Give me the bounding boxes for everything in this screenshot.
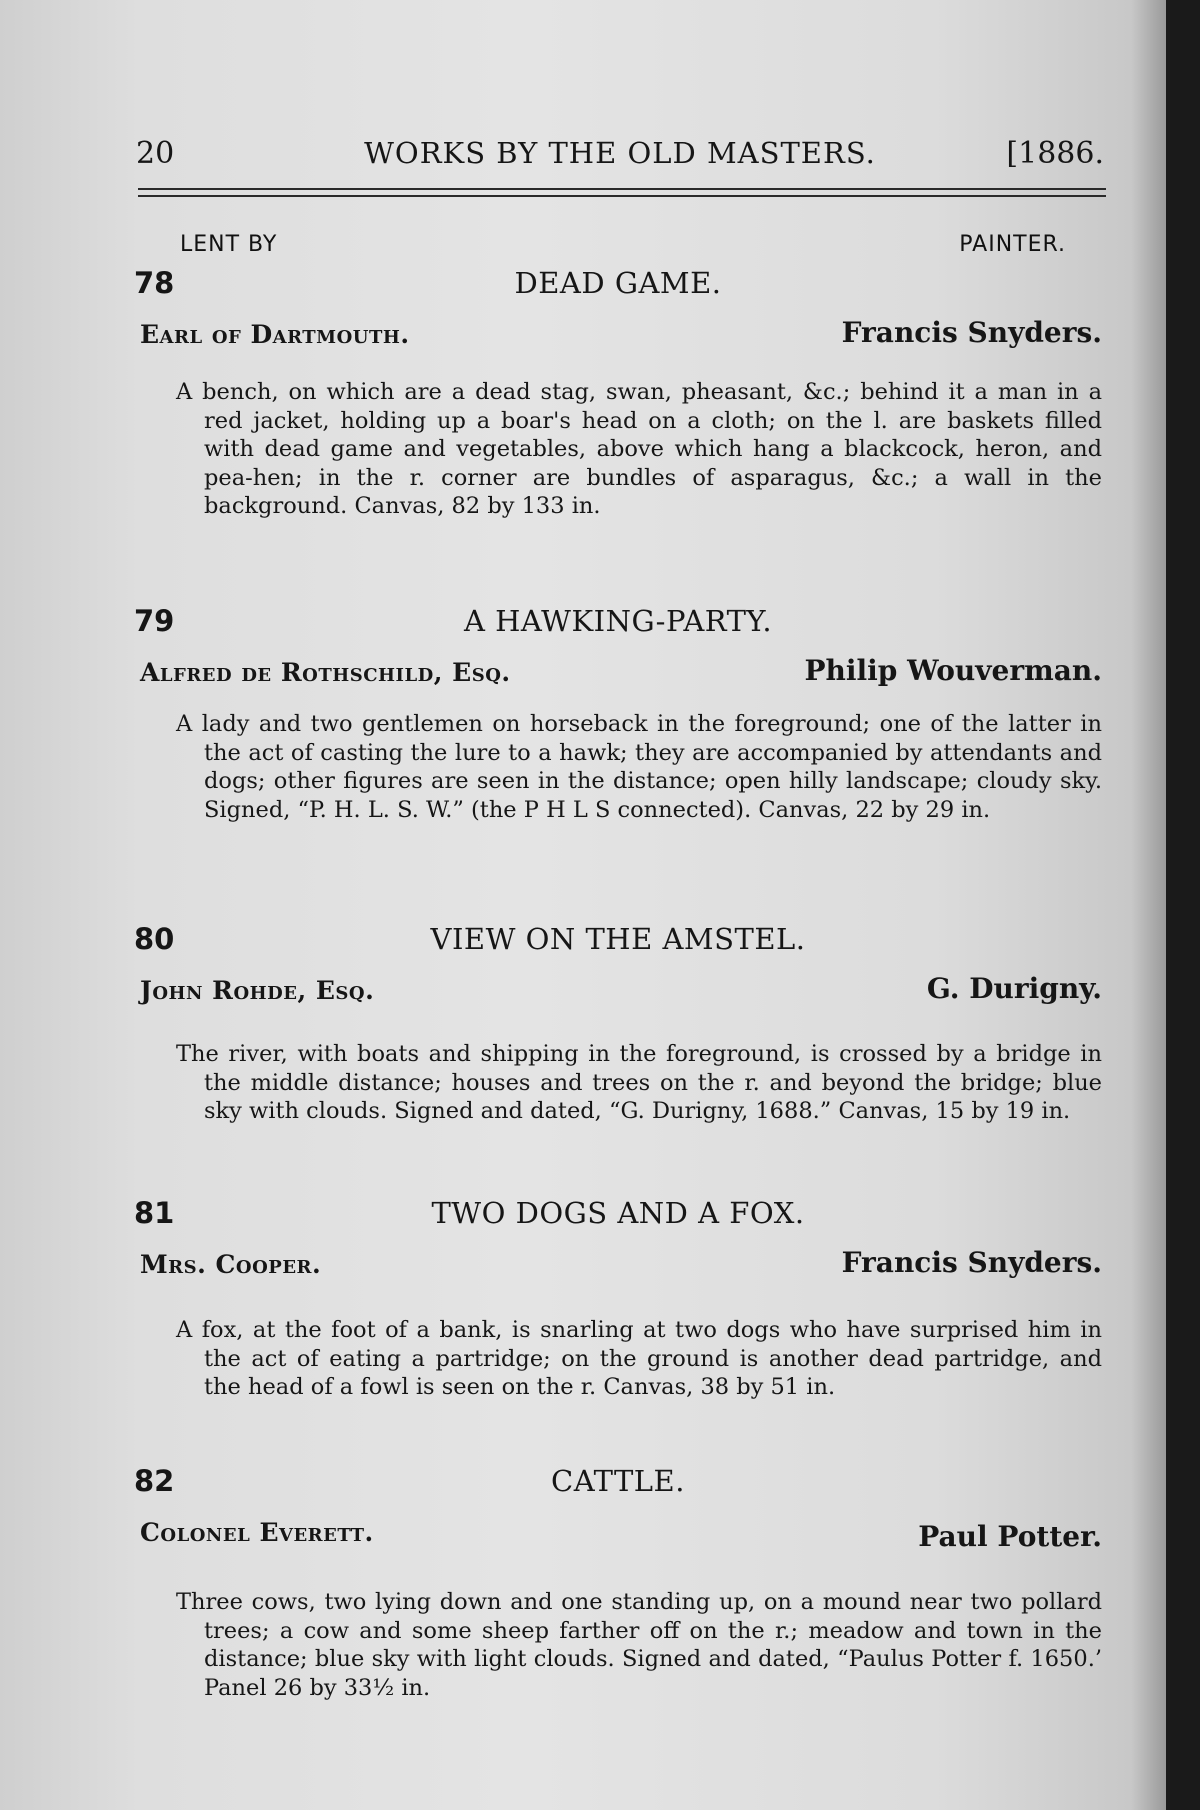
catalogue-entry-82 (134, 1464, 1102, 1714)
page-header (136, 136, 1104, 176)
entry-painter: Francis Snyders. (841, 316, 1102, 349)
entry-description: The river, with boats and shipping in the foreground, is crossed by a bridge in the middle distance; houses and trees on the r. and beyond the bridge; blue sky with clouds. Signed and dated, “G. Durigny, 1688.” Canvas, 15 by 19 in. (176, 1041, 1102, 1124)
catalogue-entry-80 (134, 922, 1102, 1162)
catalogue-entry-81 (134, 1196, 1102, 1416)
page-number: 20 (136, 136, 175, 171)
entry-title: TWO DOGS AND A FOX. (431, 1196, 805, 1230)
running-title: WORKS BY THE OLD MASTERS. (364, 136, 876, 170)
entry-painter: Paul Potter. (918, 1520, 1102, 1553)
entry-lender: Alfred de Rothschild, Esq. (140, 658, 511, 687)
entry-number: 78 (134, 266, 175, 300)
catalogue-entry-79 (134, 604, 1102, 874)
header-rule-bottom (138, 195, 1106, 197)
entry-lender: Earl of Dartmouth. (140, 320, 410, 349)
year-marker: [1886. (1006, 136, 1104, 171)
entry-lender: John Rohde, Esq. (140, 976, 375, 1005)
entry-number: 79 (134, 604, 175, 638)
entry-painter: G. Durigny. (926, 972, 1102, 1005)
entry-description: A fox, at the foot of a bank, is snarling at two dogs who have surprised him in the act of eating a partridge; on the ground is another dead partridge, and the head of a fowl is seen on the r. Canvas, 38 by 51 in. (176, 1317, 1102, 1400)
column-heading-painter: PAINTER. (959, 232, 1066, 257)
entry-title: DEAD GAME. (514, 266, 722, 300)
entry-lender: Colonel Everett. (140, 1518, 374, 1547)
entry-title: CATTLE. (551, 1464, 685, 1498)
entry-description: A lady and two gentlemen on horseback in the foreground; one of the latter in the act of casting the lure to a hawk; they are accompanied by attendants and dogs; other figures are seen in the distance; open hilly landscape; cloudy sky. Signed, “P. H. L. S. W.” (the P H L S connected). Canvas, 22 by 29 in. (176, 711, 1102, 823)
entry-number: 82 (134, 1464, 175, 1498)
entry-painter: Philip Wouverman. (804, 654, 1102, 687)
header-rule-top (138, 188, 1106, 190)
entry-painter: Francis Snyders. (841, 1246, 1102, 1279)
entry-number: 81 (134, 1196, 175, 1230)
entry-description: Three cows, two lying down and one standing up, on a mound near two pollard trees; a cow and some sheep farther off on the r.; meadow and town in the distance; blue sky with light clouds. Signed and dated, “Paulus Potter f. 1650.’ Panel 26 by 33½ in. (176, 1589, 1102, 1701)
catalogue-entry-78 (134, 266, 1102, 526)
entry-number: 80 (134, 922, 175, 956)
entry-title: A HAWKING-PARTY. (463, 604, 773, 638)
column-heading-lent-by: LENT BY (180, 232, 278, 257)
entry-title: VIEW ON THE AMSTEL. (430, 922, 806, 956)
entry-lender: Mrs. Cooper. (140, 1250, 322, 1279)
entry-description: A bench, on which are a dead stag, swan, pheasant, &c.; behind it a man in a red jacket, holding up a boar's head on a cloth; on the l. are baskets filled with dead game and vegetables, above which hang a blackcock, heron, and pea-hen; in the r. corner are bundles of asparagus, &c.; a wall in the background. Canvas, 82 by 133 in. (176, 379, 1102, 519)
